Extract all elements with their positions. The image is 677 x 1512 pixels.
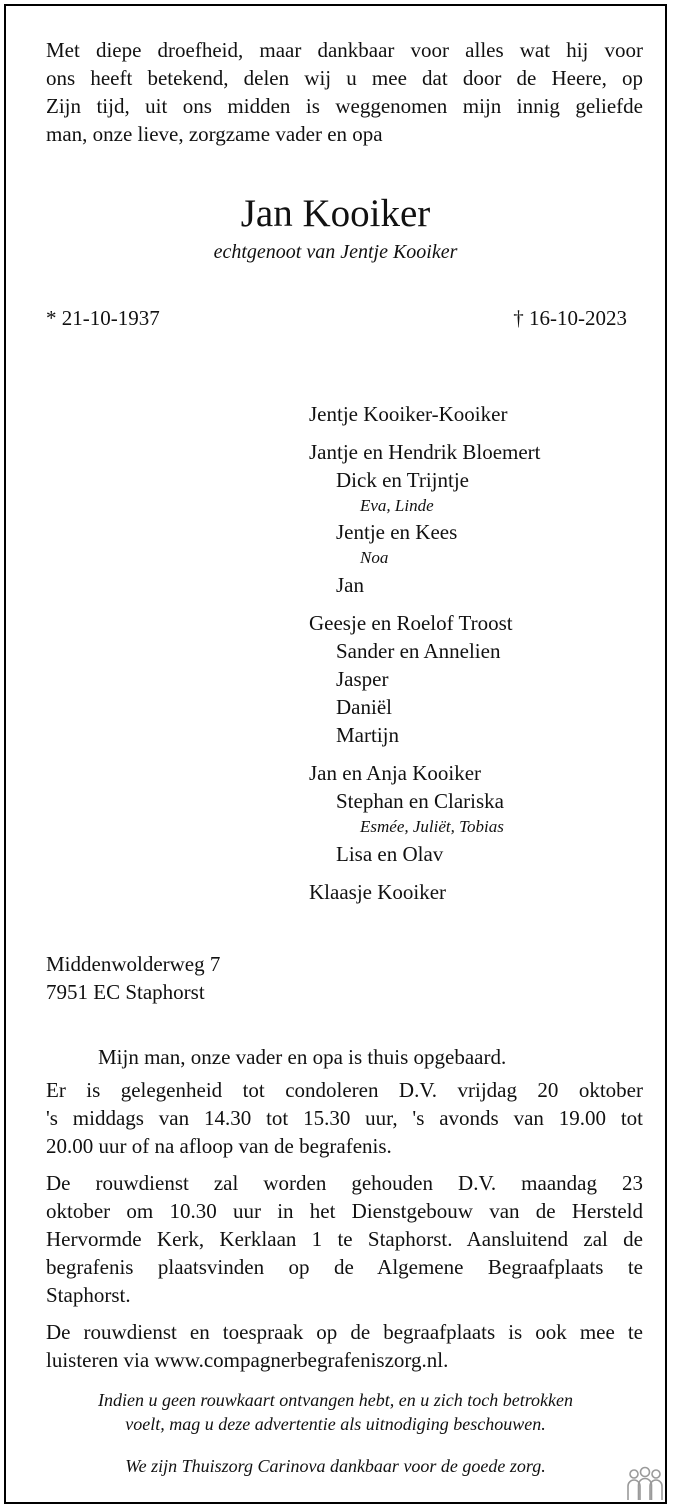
family-grandchildren: Esmée, Juliët, Tobias: [360, 817, 504, 836]
body-line: Staphorst.: [46, 1283, 131, 1307]
obituary-frame: [4, 4, 667, 1504]
family-grandchildren: Noa: [360, 548, 389, 567]
address-street: Middenwolderweg 7: [46, 952, 221, 976]
family-member: Lisa en Olav: [336, 842, 444, 866]
body-line: De rouwdienst en toespraak op de begraafplaats is ook mee te: [46, 1320, 643, 1344]
family-member: Sander en Annelien: [336, 639, 501, 663]
family-member: Stephan en Clariska: [336, 789, 504, 813]
family-member: Dick en Trijntje: [336, 468, 470, 492]
body-line: 's middags van 14.30 tot 15.30 uur, 's avonds van 19.00 tot: [46, 1106, 643, 1130]
deceased-name: Jan Kooiker: [240, 192, 431, 235]
family-member: Jan: [336, 573, 364, 597]
family-member: Geesje en Roelof Troost: [309, 611, 513, 635]
family-member: Daniël: [336, 695, 392, 719]
family-grandchildren: Eva, Linde: [360, 496, 434, 515]
address-city: 7951 EC Staphorst: [46, 980, 205, 1004]
body-line: Hervormde Kerk, Kerklaan 1 te Staphorst. Aansluitend zal de: [46, 1227, 643, 1251]
family-member: Klaasje Kooiker: [309, 880, 447, 904]
family-member: Jentje en Kees: [336, 520, 458, 544]
body-line: Er is gelegenheid tot condoleren D.V. vrijdag 20 oktober: [46, 1078, 643, 1102]
body-line: luisteren via www.compagnerbegrafeniszorg.nl.: [46, 1348, 449, 1372]
family-member: Martijn: [336, 723, 399, 747]
family-member: Jantje en Hendrik Bloemert: [309, 440, 541, 464]
body-line: oktober om 10.30 uur in het Dienstgebouw van de Hersteld: [46, 1199, 643, 1223]
body-line: begrafenis plaatsvinden op de Algemene Begraafplaats te: [46, 1255, 643, 1279]
spouse-line: echtgenoot van Jentje Kooiker: [213, 241, 458, 263]
invitation-note: voelt, mag u deze advertentie als uitnodiging beschouwen.: [125, 1414, 546, 1434]
intro-line: Zijn tijd, uit ons midden is weggenomen mijn innig geliefde: [46, 94, 643, 118]
body-line: Mijn man, onze vader en opa is thuis opgebaard.: [98, 1045, 507, 1069]
birth-date: * 21-10-1937: [46, 306, 160, 330]
intro-line: Met diepe droefheid, maar dankbaar voor alles wat hij voor: [46, 38, 643, 62]
body-line: 20.00 uur of na afloop van de begrafenis.: [46, 1134, 392, 1158]
family-member: Jasper: [336, 667, 389, 691]
intro-line: ons heeft betekend, delen wij u mee dat door de Heere, op: [46, 66, 643, 90]
thanks-note: We zijn Thuiszorg Carinova dankbaar voor de goede zorg.: [125, 1456, 546, 1476]
body-line: De rouwdienst zal worden gehouden D.V. maandag 23: [46, 1171, 643, 1195]
people-group-icon: [626, 1466, 664, 1502]
family-member: Jan en Anja Kooiker: [309, 761, 482, 785]
invitation-note: Indien u geen rouwkaart ontvangen hebt, en u zich toch betrokken: [97, 1390, 574, 1410]
intro-line: man, onze lieve, zorgzame vader en opa: [46, 122, 383, 146]
death-date: † 16-10-2023: [513, 306, 627, 330]
family-member: Jentje Kooiker-Kooiker: [309, 402, 508, 426]
